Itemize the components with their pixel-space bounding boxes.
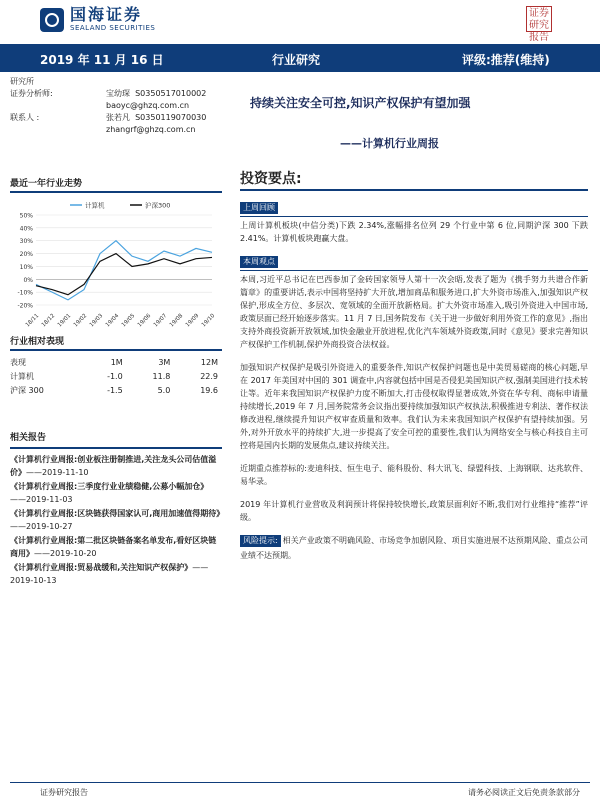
table-header-row xyxy=(10,355,222,369)
analyst-license: S0350517010002 xyxy=(135,89,207,98)
x-tick-label: 19/03 xyxy=(88,313,105,329)
week-review-text: 上周计算机板块(中信分类)下跌 2.34%,涨幅排名位列 29 个行业中第 6 位,同期沪深 300 下跌 2.41%。计算机板块跑赢大盘。 xyxy=(240,221,588,243)
table-row xyxy=(10,383,222,397)
trend-heading: 最近一年行业走势 xyxy=(10,176,222,193)
analyst-row xyxy=(10,88,222,100)
performance-table xyxy=(10,355,222,397)
view-paragraph-2: 加强知识产权保护是吸引外资进入的重要条件,知识产权保护问题也是中美贸易磋商的核心问题,早在 2017 年美国对中国的 301 调查中,内容就包括中国是否侵犯美国知识产权,强制美国进行技术转让等。近年来我国知识产权保护力度不断加大,打击侵权取得显著成效,外资在华专利、商标申请量持续增长,2019 年 7 月,国务院常务会议指出要持续加强知识产权执法,积极推进专利法、著作权法修改进程,继续提升知识产权审查质量和效率。我们认为未来我国知识产权保护有望持续加强。另外,对外开放水平的持续扩大,进一步提高了安全可控的重要性,我们认为网络安全与核心科技自主可控将是国内长期的发展焦点,建议持续关注。 xyxy=(240,363,588,450)
report-stamp: 证券研究报告 xyxy=(526,6,552,32)
analyst-role: 联系人 : xyxy=(10,113,40,122)
y-tick-label: 50% xyxy=(19,212,33,220)
related-report-item[interactable] xyxy=(10,507,225,533)
x-tick-label: 19/06 xyxy=(136,313,153,329)
risk-warning xyxy=(240,534,588,562)
table-cell: 11.8 xyxy=(152,371,171,381)
related-title[interactable]: 《计算机行业周报:第二批区块链备案名单发布,看好区块链商用》 xyxy=(10,536,217,558)
col-header: 12M xyxy=(200,357,218,367)
performance-section xyxy=(10,334,222,397)
y-tick-label: 20% xyxy=(19,251,33,259)
x-tick-label: 18/11 xyxy=(24,313,41,329)
y-tick-label: 40% xyxy=(19,225,33,233)
report-subtitle: ——计算机行业周报 xyxy=(340,137,439,150)
table-cell: -1.0 xyxy=(107,371,123,381)
trend-section xyxy=(10,176,222,337)
related-title[interactable]: 《计算机行业周报:贸易战缓和,关注知识产权保护》 xyxy=(10,563,193,572)
report-type: 行业研究 xyxy=(272,53,321,67)
view-paragraph-4: 2019 年计算机行业营收及利润预计将保持较快增长,政策层面利好不断,我们对行业维持“推荐”评级。 xyxy=(240,500,588,522)
table-row xyxy=(10,369,222,383)
x-tick-label: 19/05 xyxy=(120,313,137,329)
related-report-item[interactable] xyxy=(10,453,222,479)
logo-icon xyxy=(40,8,64,32)
series-line xyxy=(36,241,212,300)
investment-heading: 投资要点: xyxy=(240,173,588,191)
col-header: 3M xyxy=(158,357,171,367)
table-cell: 19.6 xyxy=(200,385,218,395)
report-date: 2019 年 11 月 16 日 xyxy=(40,53,164,67)
view-paragraph-1: 本周,习近平总书记在巴西参加了金砖国家领导人第十一次会晤,发表了题为《携手努力共谱合作新篇章》的重要讲话,表示中国将坚持扩大开放,增加商品和服务进口,扩大外资市场准入,加强知识产权保护,形成全方位、多层次、宽领域的全面开放新格局。扩大外资市场准入,吸引外资进入中国市场,政策层面已经开始逐步落实。11 月 7 日,国务院发布《关于进一步做好利用外资工作的意见》,指出支持外商投资新开放领域,加快金融业开放进程,优化汽车领域外资政策,同时《意见》要求完善知识产权保护工作机制,保护外商投资合法权益。 xyxy=(240,275,588,349)
risk-text: 相关产业政策不明确风险、市场竞争加剧风险、项目实施进展不达预期风险、重点公司业绩不达预期。 xyxy=(240,536,588,560)
table-cell: -1.5 xyxy=(107,385,123,395)
view-paragraph-3: 近期重点推荐标的:麦迪科技、恒生电子、能科股份、科大讯飞、绿盟科技、上海钢联、达兆软件、易华录。 xyxy=(240,464,588,486)
related-title[interactable]: 《计算机行业周报:三季度行业业绩稳健,公募小幅加仓》 xyxy=(10,482,209,491)
analyst-email[interactable]: zhangrf@ghzq.com.cn xyxy=(106,125,196,134)
risk-tag: 风险提示: xyxy=(240,535,281,547)
analyst-heading: 研究所 xyxy=(10,77,34,86)
related-date: ——2019-10-27 xyxy=(10,522,73,531)
related-heading: 相关报告 xyxy=(10,432,222,449)
x-tick-label: 19/04 xyxy=(104,313,121,329)
related-date: ——2019-10-13 xyxy=(10,563,209,585)
col-header: 1M xyxy=(110,357,123,367)
page-footer xyxy=(10,782,590,797)
analyst-email[interactable]: baoyc@ghzq.com.cn xyxy=(106,101,190,110)
y-tick-label: 0% xyxy=(23,276,33,284)
related-title[interactable]: 《计算机行业周报:创业板注册制推进,关注龙头公司估值溢价》 xyxy=(10,455,217,477)
x-tick-label: 19/10 xyxy=(200,313,217,329)
analyst-role: 证券分析师: xyxy=(10,89,53,98)
related-report-item[interactable] xyxy=(10,480,222,506)
y-tick-label: -10% xyxy=(17,289,33,297)
x-tick-label: 19/08 xyxy=(168,313,185,329)
legend-label: 计算机 xyxy=(85,201,105,210)
table-cell: 5.0 xyxy=(157,385,171,395)
logo-en: SEALAND SECURITIES xyxy=(70,24,156,32)
x-tick-label: 19/07 xyxy=(152,313,169,329)
x-tick-label: 19/09 xyxy=(184,313,201,329)
related-date: ——2019-10-20 xyxy=(34,549,97,558)
table-cell: 22.9 xyxy=(200,371,218,381)
y-tick-label: -20% xyxy=(17,302,33,310)
analyst-name: 宝幼琛 xyxy=(106,89,130,98)
y-tick-label: 10% xyxy=(19,263,33,271)
analyst-license: S0350119070030 xyxy=(135,113,207,122)
x-tick-label: 18/12 xyxy=(40,313,57,329)
weekly-view-tag: 本周观点 xyxy=(240,256,278,268)
logo-cn: 国海证券 xyxy=(70,5,143,24)
week-review-tag: 上周回顾 xyxy=(240,202,278,214)
related-title[interactable]: 《计算机行业周报:区块链获得国家认可,商用加速值得期待》 xyxy=(10,509,225,518)
related-report-item[interactable] xyxy=(10,534,222,560)
analyst-row xyxy=(10,112,222,124)
row-label: 沪深 300 xyxy=(10,385,44,395)
related-date: ——2019-11-03 xyxy=(10,495,73,504)
related-report-item[interactable] xyxy=(10,561,222,587)
related-reports xyxy=(10,432,225,588)
report-rating: 评级:推荐(维持) xyxy=(462,53,550,67)
analyst-name: 张若凡 xyxy=(106,113,130,122)
y-tick-label: 30% xyxy=(19,238,33,246)
series-line xyxy=(36,254,212,295)
trend-chart xyxy=(10,197,222,333)
performance-heading: 行业相对表现 xyxy=(10,334,222,351)
col-header: 表现 xyxy=(10,357,26,367)
analyst-block xyxy=(10,76,222,136)
investment-section xyxy=(240,173,588,572)
footer-disclaimer: 请务必阅读正文后免责条款部分 xyxy=(468,788,580,797)
footer-left: 证券研究报告 xyxy=(40,788,88,797)
related-date: ——2019-11-10 xyxy=(26,468,89,477)
x-tick-label: 19/01 xyxy=(56,313,73,329)
company-logo xyxy=(40,6,155,33)
x-tick-label: 19/02 xyxy=(72,313,89,329)
header-banner xyxy=(0,44,600,72)
row-label: 计算机 xyxy=(10,371,34,381)
legend-label: 沪深300 xyxy=(145,201,171,210)
report-title: 持续关注安全可控,知识产权保护有望加强 xyxy=(250,96,471,110)
